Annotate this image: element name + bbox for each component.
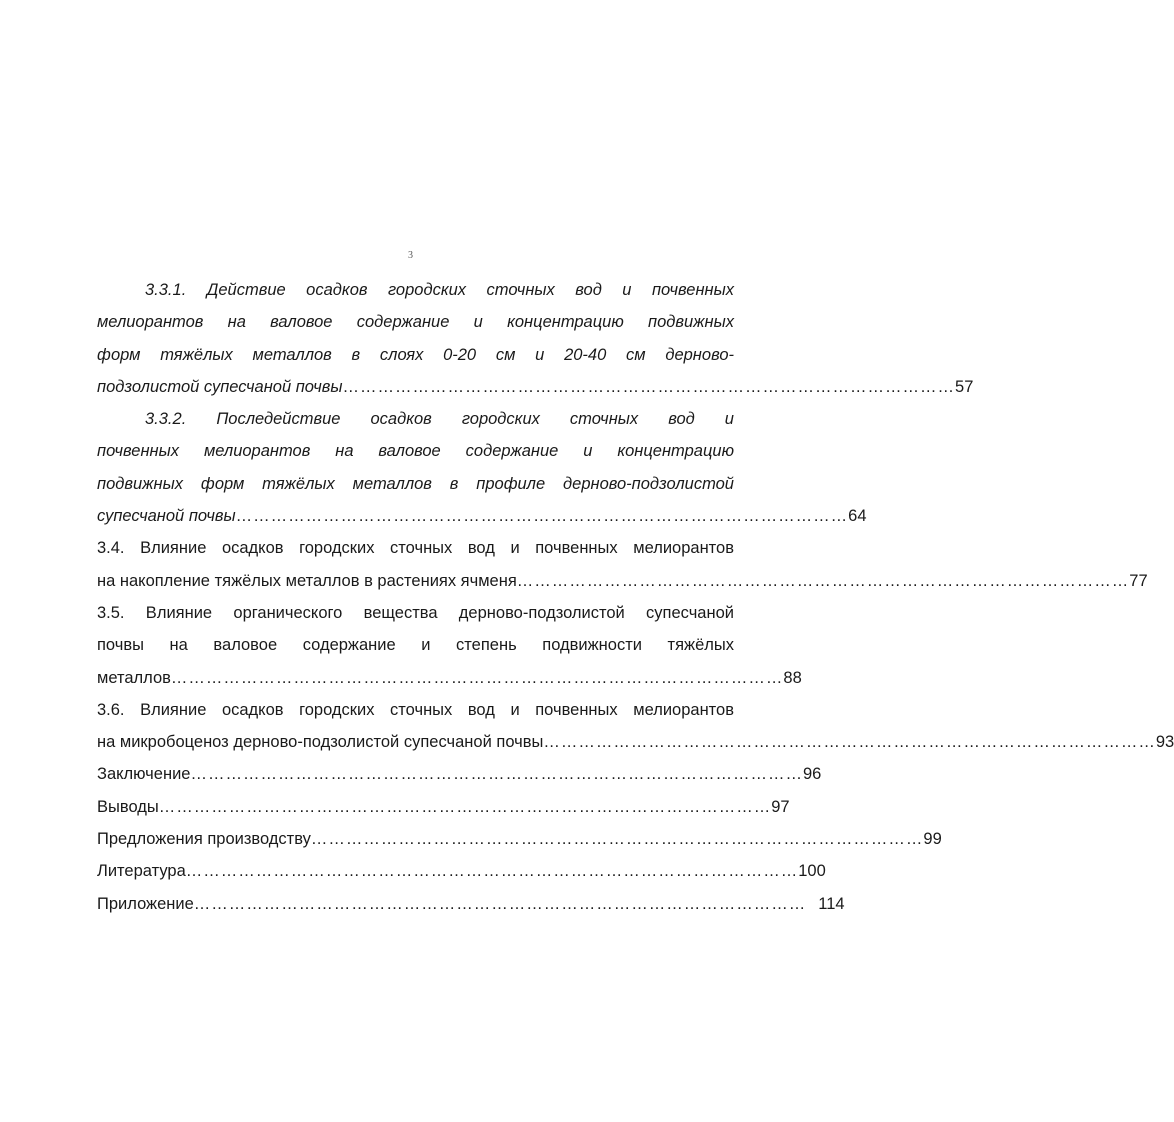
toc-entry-proposals xyxy=(97,823,942,855)
toc-page-ref: 64 xyxy=(848,507,867,526)
toc-line: на микробоценоз дерново-подзолистой супесчаной почвы xyxy=(97,733,544,752)
toc-page-ref: 77 xyxy=(1129,571,1148,590)
toc-line: Заключение xyxy=(97,765,191,784)
toc-entry-3-6 xyxy=(97,694,1174,759)
toc-line: 3.4. Влияние осадков городских сточных вод и почвенных мелиорантов xyxy=(97,539,734,558)
toc-entry-appendix xyxy=(97,888,845,920)
toc-line: подзолистой супесчаной почвы xyxy=(97,377,343,396)
toc-line-with-leader xyxy=(97,888,845,920)
toc-line: 3.3.2. Последействие осадков городских сточных вод и xyxy=(145,410,734,429)
toc-page-ref: 97 xyxy=(771,797,790,816)
dot-leader: …………………………………………………………………………………………… xyxy=(342,377,956,396)
toc-line: на накопление тяжёлых металлов в растениях ячменя xyxy=(97,571,517,590)
dot-leader: …………………………………………………………………………………………… xyxy=(543,733,1156,752)
toc-line: металлов xyxy=(97,668,171,687)
toc-line: почвы на валовое содержание и степень подвижности тяжёлых xyxy=(97,636,734,655)
toc-page-ref: 57 xyxy=(955,377,974,396)
toc-line-with-leader xyxy=(97,855,826,887)
dot-leader: …………………………………………………………………………………………… xyxy=(185,862,799,881)
toc-line: форм тяжёлых металлов в слоях 0-20 см и 20-40 см дерново- xyxy=(97,345,734,364)
toc-line-with-leader xyxy=(97,565,1148,597)
toc-page-ref: 100 xyxy=(798,862,826,881)
toc-line-with-leader xyxy=(97,758,822,790)
toc-line: супесчаной почвы xyxy=(97,507,236,526)
dot-leader: …………………………………………………………………………………………… xyxy=(310,830,924,849)
toc-line-with-leader xyxy=(97,791,790,823)
toc-entry-findings xyxy=(97,791,790,823)
toc-line-with-leader xyxy=(97,726,1174,758)
toc-entry-3-3-2 xyxy=(97,403,867,532)
toc-line-with-leader xyxy=(97,500,867,532)
toc-line: почвенных мелиорантов на валовое содержание и концентрацию xyxy=(97,442,734,461)
toc-entry-literature xyxy=(97,855,826,887)
toc-line-with-leader xyxy=(97,662,802,694)
toc-line: Приложение xyxy=(97,894,194,913)
toc-line: Предложения производству xyxy=(97,830,311,849)
dot-leader: …………………………………………………………………………………………… xyxy=(190,765,803,784)
toc-entry-conclusion xyxy=(97,758,822,790)
toc-page-ref: 88 xyxy=(783,668,802,687)
toc-entry-3-3-1 xyxy=(97,274,974,403)
dot-leader: …………………………………………………………………………………………… xyxy=(193,894,807,913)
toc-line: 3.6. Влияние осадков городских сточных вод и почвенных мелиорантов xyxy=(97,700,734,719)
table-of-contents xyxy=(97,274,1174,920)
toc-line-with-leader xyxy=(97,823,942,855)
toc-page-ref: 99 xyxy=(923,830,942,849)
toc-line: 3.3.1. Действие осадков городских сточных вод и почвенных xyxy=(145,281,734,299)
toc-line: Литература xyxy=(97,862,186,881)
toc-line: 3.5. Влияние органического вещества дерново-подзолистой супесчаной xyxy=(97,603,734,622)
toc-line: мелиорантов на валовое содержание и концентрацию подвижных xyxy=(97,313,734,332)
toc-line: подвижных форм тяжёлых металлов в профиле дерново-подзолистой xyxy=(97,474,734,493)
dot-leader: …………………………………………………………………………………………… xyxy=(170,668,784,687)
toc-line: Выводы xyxy=(97,797,159,816)
dot-leader: …………………………………………………………………………………………… xyxy=(516,571,1130,590)
dot-leader: …………………………………………………………………………………………… xyxy=(235,507,849,526)
toc-entry-3-4 xyxy=(97,532,1148,597)
dot-leader: …………………………………………………………………………………………… xyxy=(158,797,772,816)
toc-page-ref: 96 xyxy=(802,765,822,784)
toc-entry-3-5 xyxy=(97,597,802,694)
toc-line-with-leader xyxy=(97,371,974,403)
toc-page-ref: 114 xyxy=(818,894,845,913)
toc-page-ref: 93 xyxy=(1155,733,1174,752)
page-number: 3 xyxy=(408,250,413,261)
